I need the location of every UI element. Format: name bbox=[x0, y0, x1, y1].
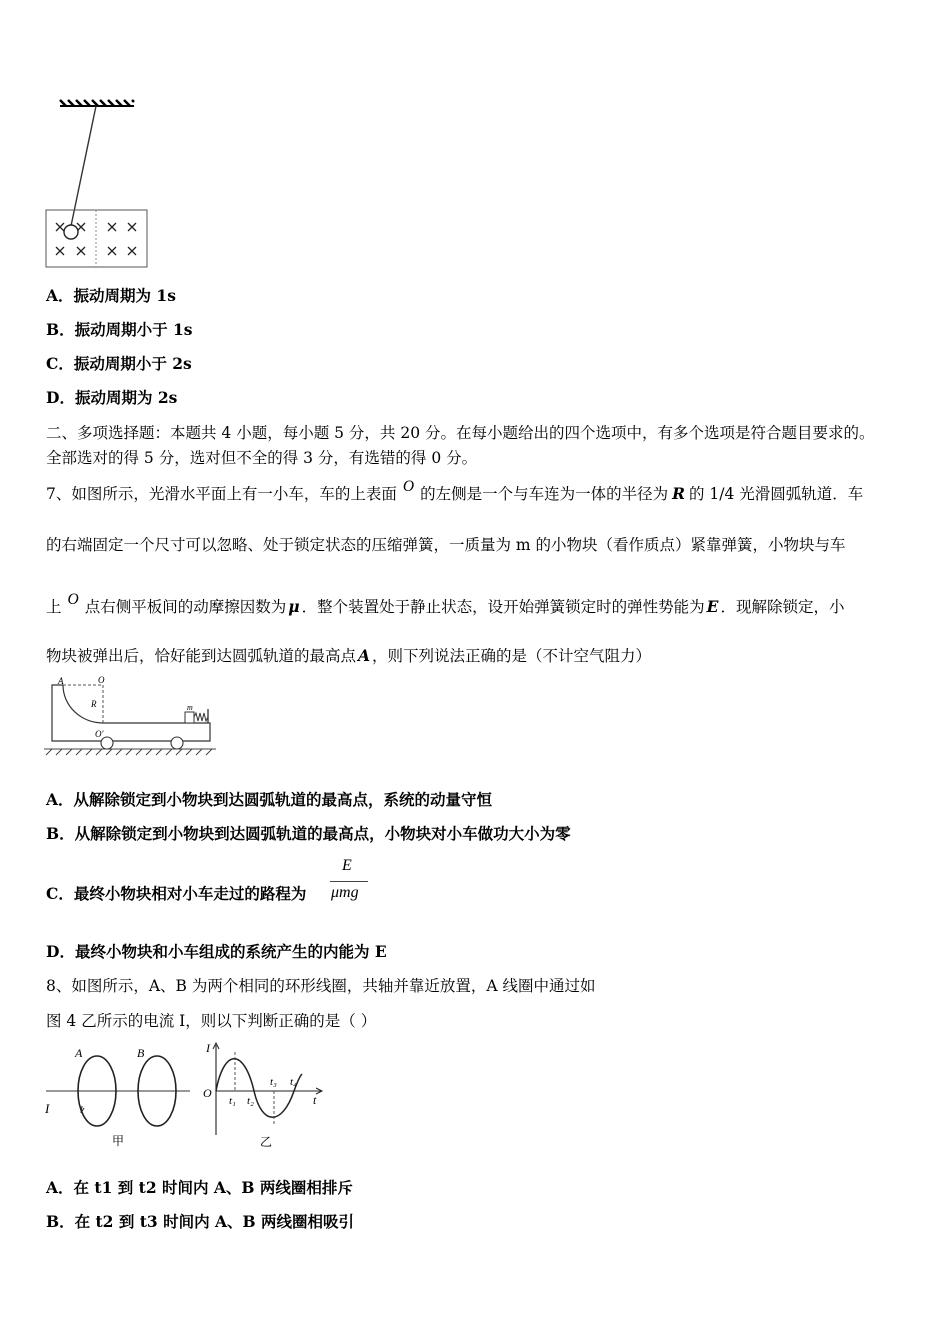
q7-stem-line1: 7、如图所示，光滑水平面上有一小车，车的上表面 O 的左侧是一个与车连为一体的半径为 R 的 1/4 光滑圆弧轨道．车 bbox=[46, 478, 864, 503]
pendulum-bob bbox=[64, 225, 78, 239]
coil-a-label: A bbox=[75, 1046, 83, 1060]
pendulum-figure bbox=[40, 92, 160, 274]
label-o-prime: O' bbox=[95, 729, 104, 739]
axis-origin-label: O bbox=[203, 1086, 212, 1100]
symbol-o: O bbox=[402, 478, 415, 495]
spring bbox=[194, 713, 208, 721]
caption-yi: 乙 bbox=[260, 1135, 273, 1149]
axis-t-label: t bbox=[313, 1093, 317, 1107]
section2-heading-line1: 二、多项选择题：本题共 4 小题，每小题 5 分，共 20 分。在每小题给出的四个选项中，有多个选项是符合题目要求的。 bbox=[46, 424, 875, 442]
axis-i-label: I bbox=[206, 1041, 210, 1055]
q7-option-d: D．最终小物块和小车组成的系统产生的内能为 E bbox=[46, 942, 387, 961]
q7-stem-line2: 的右端固定一个尺寸可以忽略、处于锁定状态的压缩弹簧，一质量为 m 的小物块（看作质点）紧靠弹簧，小物块与车 bbox=[46, 536, 846, 554]
coils-figure bbox=[44, 1040, 324, 1152]
small-block bbox=[185, 712, 194, 723]
q8-stem-line2: 图 4 乙所示的电流 I，则以下判断正确的是（ ） bbox=[46, 1012, 377, 1030]
q7-stem-line4: 物块被弹出后，恰好能到达圆弧轨道的最高点 A ，则下列说法正确的是（不计空气阻力） bbox=[46, 646, 652, 665]
q6-option-d: D．振动周期为 2s bbox=[46, 388, 178, 407]
q7-option-c: C．最终小物块相对小车走过的路程为 bbox=[46, 884, 307, 903]
q6-option-a: A．振动周期为 1s bbox=[46, 286, 176, 305]
pendulum-string bbox=[71, 106, 96, 226]
fraction-bar bbox=[330, 881, 368, 882]
q8-option-a: A．在 t1 到 t2 时间内 A、B 两线圈相排斥 bbox=[46, 1178, 353, 1197]
t4-label: t₄ bbox=[290, 1076, 297, 1088]
label-r: R bbox=[91, 699, 97, 709]
q6-option-c: C．振动周期小于 2s bbox=[46, 354, 192, 373]
q7-stem-line3: 上 O 点右侧平板间的动摩擦因数为 μ ．整个装置处于静止状态，设开始弹簧锁定时的弹性势能为 E ．现解除锁定，小 bbox=[46, 591, 845, 616]
label-o: O bbox=[98, 675, 105, 685]
t2-label: t₂ bbox=[247, 1095, 254, 1107]
fraction-numerator: E bbox=[342, 857, 352, 874]
caption-jia: 甲 bbox=[112, 1134, 125, 1148]
current-curve bbox=[216, 1059, 302, 1118]
ceiling-hatch bbox=[60, 100, 134, 106]
fraction-denominator: μmg bbox=[331, 884, 359, 901]
current-label: I bbox=[45, 1101, 50, 1116]
ground-hatch bbox=[44, 749, 216, 755]
t3-label: t₃ bbox=[270, 1076, 277, 1088]
q7-option-b: B．从解除锁定到小物块到达圆弧轨道的最高点，小物块对小车做功大小为零 bbox=[46, 824, 571, 843]
label-a: A bbox=[58, 676, 64, 686]
q8-option-b: B．在 t2 到 t3 时间内 A、B 两线圈相吸引 bbox=[46, 1212, 354, 1231]
cart-figure bbox=[44, 675, 220, 761]
q6-option-b: B．振动周期小于 1s bbox=[46, 320, 193, 339]
coil-b-label: B bbox=[137, 1046, 145, 1060]
section2-heading-line2: 全部选对的得 5 分，选对但不全的得 3 分，有选错的得 0 分。 bbox=[46, 449, 478, 467]
symbol-o: O bbox=[67, 591, 79, 608]
t1-label: t₁ bbox=[229, 1095, 236, 1107]
cart-wheel bbox=[171, 737, 183, 749]
label-m: m bbox=[187, 703, 193, 712]
q7-option-a: A．从解除锁定到小物块到达圆弧轨道的最高点，系统的动量守恒 bbox=[46, 790, 493, 809]
q8-stem-line1: 8、如图所示，A、B 为两个相同的环形线圈，共轴并靠近放置，A 线圈中通过如 bbox=[46, 977, 596, 995]
current-graph bbox=[203, 1041, 322, 1149]
